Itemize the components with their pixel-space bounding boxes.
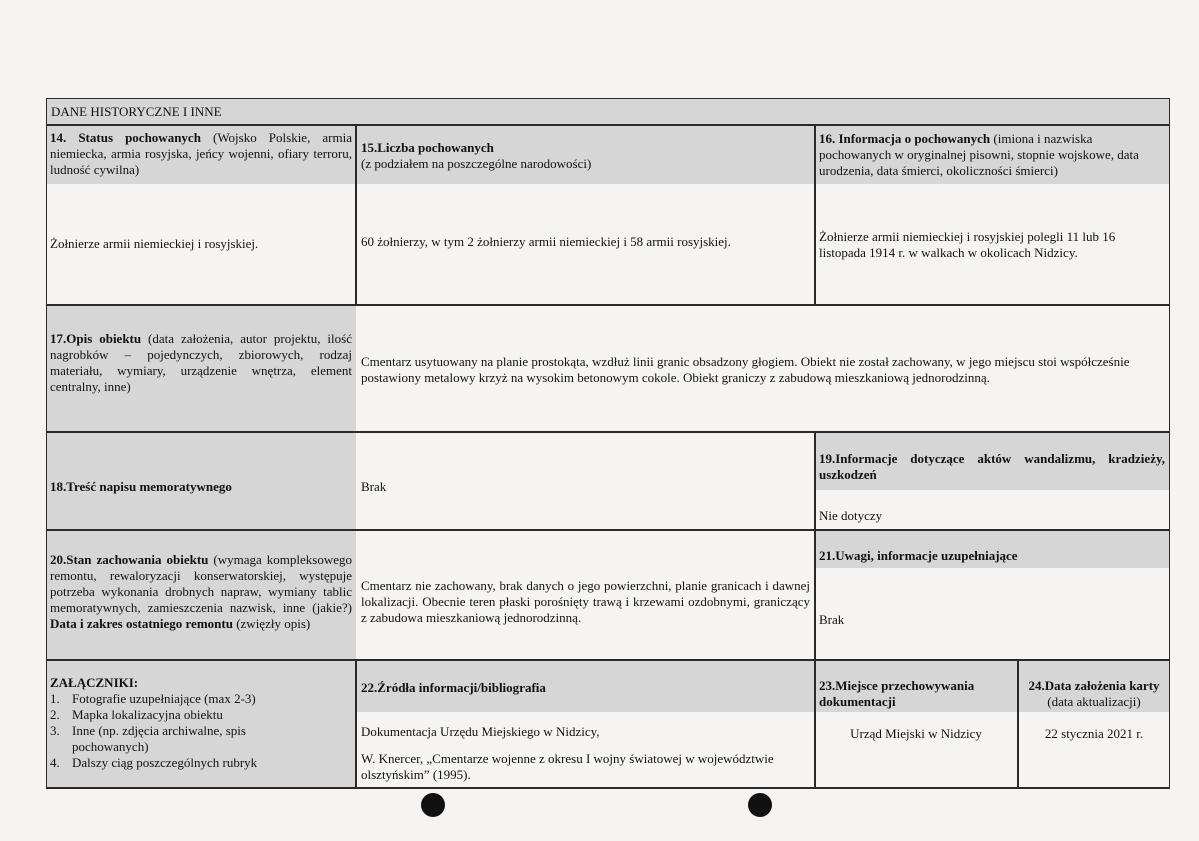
table-line-v1 — [355, 124, 357, 306]
cell-15-header — [358, 138, 813, 178]
cell-16-header — [816, 129, 1168, 183]
cell-16-desc: (imiona i nazwiska pochowanych w oryginalnej pisowni, stopnie wojskowe, data urodzenia, data śmierci, okoliczności śmierci) — [819, 131, 1139, 178]
cell-24-header — [1019, 676, 1169, 712]
cell-15-desc: (z podziałem na poszczególne narodowości) — [361, 156, 592, 171]
cell-19-value: Nie dotyczy — [819, 508, 883, 523]
cell-14-value: Żołnierze armii niemieckiej i rosyjskiej. — [50, 236, 259, 251]
cell-24-title: 24.Data założenia karty — [1028, 678, 1160, 693]
attachment-number: 1. — [50, 691, 60, 706]
attachment-text: Mapka lokalizacyjna obiektu — [72, 707, 223, 722]
table-line-h5 — [46, 659, 1170, 661]
cell-20-desc: (wymaga kompleksowego remontu, rewaloryzacji konserwatorskiej, występuje potrzeba wykonania drobnych napraw, wymiany tablic memoratywnych, zamieszczenia nazwisk, inne (jakie?) — [50, 552, 352, 615]
cell-14-title: 14. Status pochowanych — [50, 130, 201, 145]
section-title: DANE HISTORYCZNE I INNE — [51, 104, 222, 119]
table-line-h4 — [46, 529, 1170, 531]
cell-20-title2: Data i zakres ostatniego remontu — [50, 616, 233, 631]
cell-21-title-text: 21.Uwagi, informacje uzupełniające — [819, 548, 1018, 563]
attachment-item — [50, 707, 344, 723]
cell-16-title: 16. Informacja o pochowanych — [819, 131, 991, 146]
cell-24-desc: (data aktualizacji) — [1047, 694, 1141, 709]
cell-20-value: Cmentarz nie zachowany, brak danych o jego powierzchni, planie granicach i dawnej lokalizacji. Obecnie teren płaski porośnięty trawą i krzewami ozdobnymi, graniczący z zabudowa mieszkaniową jednorodzinną. — [361, 578, 810, 625]
cell-19-title — [816, 449, 1168, 489]
cell-21-title — [816, 546, 1168, 566]
attachment-text: Dalszy ciąg poszczególnych rubryk — [72, 755, 258, 770]
cell-20-title: 20.Stan zachowania obiektu — [50, 552, 209, 567]
table-line-v1b — [355, 659, 357, 789]
attachments-title: ZAŁĄCZNIKI: — [50, 675, 139, 690]
cell-23-value: Urząd Miejski w Nidzicy — [850, 726, 982, 741]
attachment-number: 3. — [50, 723, 60, 738]
cell-17-header — [47, 329, 355, 401]
attachment-item — [50, 691, 344, 707]
cell-23-title — [816, 676, 1016, 712]
cell-15-title: 15.Liczba pochowanych — [361, 140, 494, 155]
cell-20-desc2: (zwięzły opis) — [232, 616, 311, 631]
punch-hole-right — [748, 793, 772, 817]
cell-14-header — [47, 128, 355, 184]
table-line-h2 — [46, 304, 1170, 306]
cell-17-desc: (data założenia, autor projektu, ilość nagrobków – pojedynczych, zbiorowych, rodzaj materiału, wymiary, urządzenie wnętrza, element centralny, inne) — [50, 331, 352, 394]
attachment-text: Fotografie uzupełniające (max 2-3) — [72, 691, 256, 706]
cell-15-value: 60 żołnierzy, w tym 2 żołnierzy armii niemieckiej i 58 armii rosyjskiej. — [361, 234, 731, 249]
cell-22-title-text: 22.Źródła informacji/bibliografia — [361, 680, 546, 695]
cell-22-value-2: W. Knercer, „Cmentarze wojenne z okresu I wojny światowej w województwie olsztyńskim” (1995). — [361, 751, 774, 782]
cell-21-value: Brak — [819, 612, 845, 627]
punch-hole-left — [421, 793, 445, 817]
cell-23-title-text: 23.Miejsce przechowywania dokumentacji — [819, 678, 975, 709]
table-line-h3 — [46, 431, 1170, 433]
table-border-top — [46, 98, 1170, 99]
table-line-h1 — [46, 124, 1170, 126]
attachment-text: Inne (np. zdjęcia archiwalne, spis pochowanych) — [72, 723, 246, 754]
attachments-list — [50, 691, 344, 771]
cell-22-value-1: Dokumentacja Urzędu Miejskiego w Nidzicy, — [361, 724, 600, 739]
table-border-bottom — [46, 787, 1170, 789]
table-border-right — [1169, 98, 1170, 789]
attachment-item — [50, 723, 344, 755]
attachment-number: 4. — [50, 755, 60, 770]
cell-17-title: 17.Opis obiektu — [50, 331, 142, 346]
cell-19-title-text: 19.Informacje dotyczące aktów wandalizmu, kradzieży, uszkodzeń — [819, 451, 1165, 482]
attachments — [47, 673, 347, 785]
cell-18-title — [47, 477, 355, 497]
cell-20-header — [47, 550, 355, 654]
cell-17-value: Cmentarz usytuowany na planie prostokąta, wzdłuż linii granic obsadzony głogiem. Obiekt nie został zachowany, w jego miejscu stoi współcześnie postawiony metalowy krzyż na wysokim betonowym cokole. Obiekt graniczy z zabudową mieszkaniową jednorodzinną. — [361, 354, 1130, 385]
attachment-item — [50, 755, 344, 771]
cell-14-desc: (Wojsko Polskie, armia niemiecka, armia rosyjska, jeńcy wojenni, ofiary terroru, ludność cywilna) — [50, 130, 352, 177]
cell-18-value: Brak — [361, 479, 387, 494]
cell-18-title-text: 18.Treść napisu memoratywnego — [50, 479, 232, 494]
cell-22-title — [358, 678, 813, 698]
cell-24-value: 22 stycznia 2021 r. — [1044, 726, 1144, 741]
cell-16-value: Żołnierze armii niemieckiej i rosyjskiej polegli 11 lub 16 listopada 1914 r. w walkach w okolicach Nidzicy. — [819, 229, 1116, 260]
attachment-number: 2. — [50, 707, 60, 722]
